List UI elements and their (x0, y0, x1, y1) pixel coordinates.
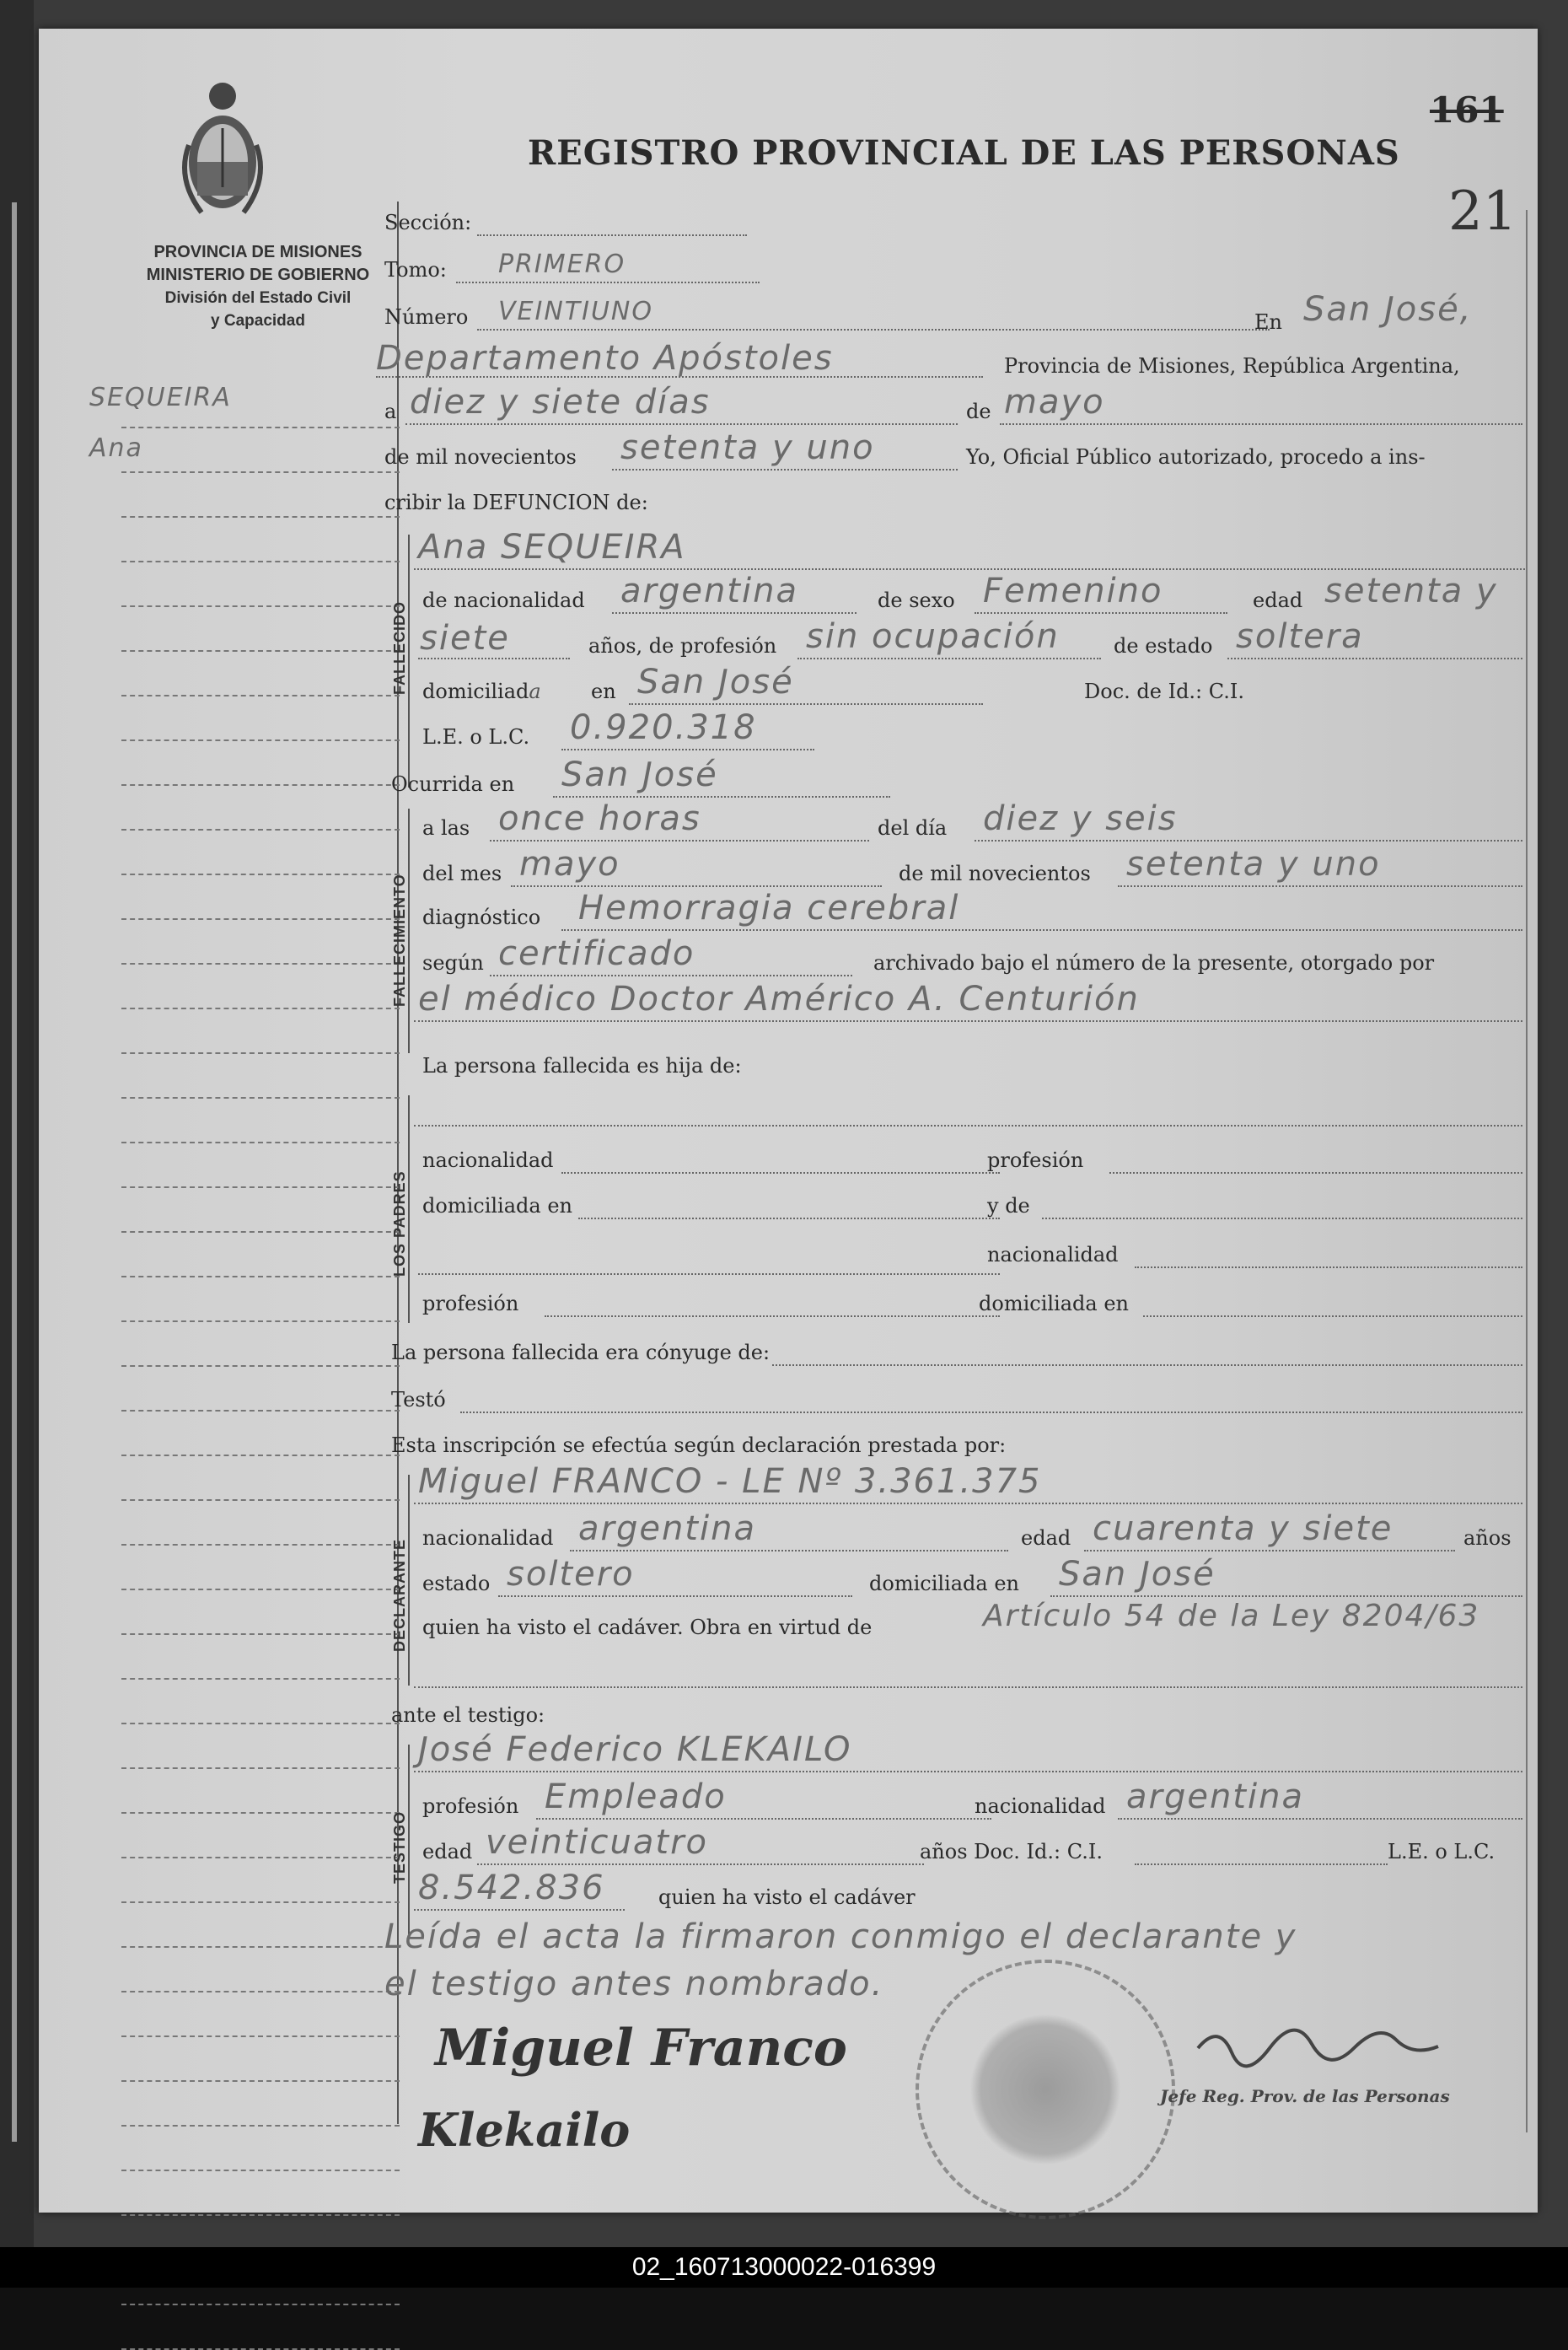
declarante-virtud: Artículo 54 de la Ley 8204/63 (983, 1599, 1480, 1633)
margin-ruled-line (121, 829, 400, 831)
edad-line (418, 658, 570, 659)
previous-page-edge (0, 0, 34, 2247)
declarante-nombre-line (414, 1503, 1522, 1504)
struck-page-number: 161 (1430, 89, 1504, 131)
padre-domicilio-label: domiciliada en (422, 1194, 572, 1218)
en-value: San José, (1303, 290, 1473, 329)
margin-ruled-line (121, 1008, 400, 1009)
departamento-line (376, 376, 983, 378)
edad-label: edad (1253, 589, 1303, 612)
declarante-estado-label: estado (422, 1572, 491, 1595)
margin-ruled-line (121, 784, 400, 786)
padre-profesion-label: profesión (987, 1148, 1084, 1172)
margin-ruled-line (121, 874, 400, 875)
declarante-nacionalidad: argentina (578, 1509, 756, 1548)
fecha-anio-line (612, 469, 958, 471)
madre-domicilio-label: domiciliada en (979, 1292, 1129, 1315)
margin-ruled-line (121, 2035, 400, 2037)
fallecido-estado: soltera (1236, 617, 1364, 656)
margin-ruled-line (121, 1589, 400, 1590)
testigo-profesion-label: profesión (422, 1794, 519, 1818)
inscribir-text: cribir la DEFUNCION de: (384, 491, 648, 514)
doc-label: Doc. de Id.: C.I. (1084, 680, 1245, 703)
madre-blank-line (418, 1273, 1000, 1275)
testo-line (460, 1412, 1522, 1413)
declarante-nacionalidad-line (570, 1550, 1008, 1551)
margin-ruled-line (121, 1410, 400, 1412)
domicilio-line (629, 703, 983, 705)
margin-ruled-line (121, 1901, 400, 1903)
margin-given-name: Ana (89, 433, 143, 463)
padre-nacionalidad-label: nacionalidad (422, 1148, 554, 1172)
margin-ruled-line (121, 1812, 400, 1814)
diagnostico-line (561, 929, 1522, 931)
numero-line (477, 329, 1270, 331)
fecha-mes-line (1000, 423, 1522, 425)
fallecimiento-hora: once horas (498, 799, 701, 838)
fallecido-domicilio: San José (637, 663, 794, 702)
division-name: División del Estado Civil (164, 289, 352, 307)
inscripcion-text: Esta inscripción se efectúa según declaración prestada por: (391, 1433, 1007, 1457)
mes-label: del mes (422, 862, 502, 885)
madre-nombre-line (1042, 1218, 1522, 1219)
mil2-label: de mil novecientos (899, 862, 1091, 885)
fallecimiento-diagnostico: Hemorragia cerebral (578, 889, 960, 928)
testigo-signature: Klekailo (418, 2103, 631, 2157)
fallecido-sexo: Femenino (983, 572, 1163, 610)
ministry-name: MINISTERIO DE GOBIERNO (146, 266, 370, 284)
margin-ruled-line (121, 2214, 400, 2216)
sexo-label: de sexo (878, 589, 955, 612)
margin-ruled-line (121, 1052, 400, 1054)
testigo-le-line (414, 1909, 625, 1911)
dia-label: del día (878, 816, 948, 840)
padre-nombre-line (414, 1125, 1522, 1127)
fecha-mes: mayo (1004, 383, 1105, 422)
fallecido-profesion: sin ocupación (806, 617, 1060, 656)
padre-profesion-line (1109, 1172, 1522, 1174)
yde-label: y de (987, 1194, 1030, 1218)
le-line (561, 749, 814, 750)
mil-label: de mil novecientos (384, 445, 577, 469)
declarante-signature: Miguel Franco (435, 2019, 847, 2078)
madre-domicilio-line (1143, 1315, 1522, 1317)
margin-ruled-line (121, 1857, 400, 1858)
madre-profesion-line (545, 1315, 1000, 1317)
closing-line-1: Leída el acta la firmaron conmigo el declarante y (384, 1917, 1297, 1956)
fecha-dias-line (405, 423, 958, 425)
margin-ruled-line (121, 963, 400, 965)
madre-nacionalidad-label: nacionalidad (987, 1243, 1119, 1266)
margin-ruled-line (121, 1991, 400, 1992)
declarante-edad-line (1084, 1550, 1455, 1551)
death-certificate-page (39, 29, 1538, 2213)
testigo-profesion: Empleado (545, 1777, 727, 1816)
oficial-signature-caption: Jefe Reg. Prov. de las Personas (1160, 2086, 1450, 2106)
margin-ruled-line (121, 1455, 400, 1456)
numero-value: VEINTIUNO (498, 297, 653, 326)
image-id-caption: 02_160713000022-016399 (0, 2247, 1568, 2288)
provincia-text: Provincia de Misiones, República Argentina, (1004, 354, 1460, 378)
seccion-label: Sección: (384, 211, 472, 234)
declarante-nombre: Miguel FRANCO - LE Nº 3.361.375 (418, 1462, 1042, 1501)
margin-ruled-line (121, 1365, 400, 1367)
testigo-doc-line (1135, 1863, 1388, 1865)
departamento-value: Departamento Apóstoles (376, 339, 834, 378)
declarante-estado-line (498, 1595, 852, 1597)
fallecido-edad-1: setenta y (1324, 572, 1498, 610)
a-label: a (384, 400, 397, 423)
margin-ruled-line (121, 2170, 400, 2171)
fallecido-le: 0.920.318 (570, 708, 757, 747)
testigo-edad: veinticuatro (486, 1823, 708, 1862)
de-label: de (966, 400, 991, 423)
fallecimiento-segun: certificado (498, 934, 695, 973)
testo-label: Testó (391, 1388, 446, 1412)
margin-ruled-line (121, 1946, 400, 1948)
fecha-anio: setenta y uno (620, 428, 875, 467)
testigo-nacionalidad-line (1118, 1818, 1522, 1820)
tomo-value: PRIMERO (498, 250, 626, 279)
margin-ruled-line (121, 918, 400, 920)
testigo-profesion-line (536, 1818, 991, 1820)
mes-line (511, 885, 882, 887)
oficial-signature-scribble (1194, 2014, 1447, 2073)
margin-ruled-line (121, 650, 400, 652)
madre-nacionalidad-line (1135, 1266, 1522, 1268)
hora-line (490, 840, 869, 842)
fallecido-side-label: FALLECIDO (391, 601, 408, 695)
medico-line (414, 1020, 1522, 1022)
document-title: REGISTRO PROVINCIAL DE LAS PERSONAS (528, 133, 1400, 173)
anios-label: años, de profesión (588, 634, 777, 658)
margin-ruled-line (121, 1231, 400, 1233)
declarante-domicilio-line (1050, 1595, 1522, 1597)
alas-label: a las (422, 816, 470, 840)
margin-surname: SEQUEIRA (89, 383, 232, 412)
conyuge-line (772, 1364, 1522, 1366)
margin-ruled-line (121, 1544, 400, 1546)
fallecido-edad-2: siete (420, 619, 510, 658)
margin-ruled-line (121, 739, 400, 741)
padres-side-label: LOS PADRES (391, 1170, 408, 1277)
fallecimiento-medico: el médico Doctor Américo A. Centurión (418, 980, 1140, 1019)
testigo-nacionalidad: argentina (1126, 1777, 1304, 1816)
margin-ruled-line (121, 1499, 400, 1501)
fallecido-nacionalidad: argentina (620, 572, 798, 610)
testigo-doc-label: años Doc. Id.: C.I. (920, 1840, 1103, 1863)
margin-ruled-line (121, 1767, 400, 1769)
margin-ruled-line (121, 427, 400, 428)
fallecido-nombre-line (414, 568, 1525, 570)
segun-label: según (422, 951, 484, 975)
margin-ruled-line (121, 1097, 400, 1099)
margin-ruled-line (121, 1723, 400, 1724)
testigo-le: 8.542.836 (418, 1869, 605, 1907)
fallecimiento-dia: diez y seis (983, 799, 1178, 838)
testigo-nombre-line (414, 1771, 1522, 1772)
closing-line-2: el testigo antes nombrado. (384, 1965, 884, 2003)
testigo-nacionalidad-label: nacionalidad (975, 1794, 1106, 1818)
fallecimiento-side-label: FALLECIMIENTO (391, 874, 408, 1007)
diagnostico-label: diagnóstico (422, 906, 541, 929)
margin-ruled-line (121, 1142, 400, 1143)
archivado-text: archivado bajo el número de la presente, otorgado por (873, 951, 1435, 975)
margin-ruled-line (121, 516, 400, 518)
margin-ruled-line (121, 2304, 400, 2305)
segun-line (490, 975, 852, 976)
padre-domicilio-line (578, 1218, 1000, 1219)
margin-ruled-line (121, 1320, 400, 1322)
ocurrida-value: San José (561, 756, 718, 794)
page-number: 21 (1448, 180, 1517, 243)
declarante-anios-label: años (1463, 1526, 1512, 1550)
declarante-edad-label: edad (1021, 1526, 1071, 1550)
profesion-line (797, 658, 1101, 659)
testigo-edad-label: edad (422, 1840, 473, 1863)
fecha-dias: diez y siete días (410, 383, 711, 422)
declarante-nacionalidad-label: nacionalidad (422, 1526, 554, 1550)
testigo-ante-text: ante el testigo: (391, 1703, 545, 1727)
margin-ruled-line (121, 1633, 400, 1635)
ocurrida-label: Ocurrida en (391, 772, 515, 796)
official-seal-stamp (916, 1960, 1175, 2219)
declarante-edad: cuarenta y siete (1093, 1509, 1393, 1548)
tomo-line (456, 282, 760, 283)
nacionalidad-label: de nacionalidad (422, 589, 585, 612)
declarante-estado: soltero (507, 1555, 635, 1594)
ocurrida-line (553, 796, 890, 798)
seccion-line (477, 234, 747, 236)
right-border (1526, 210, 1528, 2132)
fallecido-nombre: Ana SEQUEIRA (418, 528, 686, 567)
en-label: En (1254, 310, 1282, 334)
oficial-text: Yo, Oficial Público autorizado, procedo a ins- (966, 445, 1426, 469)
dia-line (975, 840, 1522, 842)
margin-ruled-line (121, 2125, 400, 2127)
margin-ruled-line (121, 605, 400, 607)
margin-ruled-line (121, 1678, 400, 1680)
anio-line (1118, 885, 1522, 887)
hija-text: La persona fallecida es hija de: (422, 1054, 742, 1078)
domicilio-label: domiciliada (422, 680, 541, 703)
le-label: L.E. o L.C. (422, 725, 530, 749)
tomo-label: Tomo: (384, 258, 447, 282)
margin-ruled-line (121, 561, 400, 562)
testigo-edad-line (477, 1863, 924, 1865)
sexo-line (975, 612, 1227, 614)
domicilio-en-label: en (591, 680, 616, 703)
declarante-domicilio: San José (1059, 1555, 1216, 1594)
margin-ruled-line (121, 1186, 400, 1188)
margin-ruled-line (121, 471, 400, 473)
argentine-coat-of-arms-icon (172, 78, 273, 225)
margin-ruled-line (121, 2080, 400, 2082)
margin-ruled-line (121, 1276, 400, 1277)
declarante-blank-line (414, 1686, 1522, 1688)
testigo-side-label: TESTIGO (391, 1810, 408, 1884)
fallecimiento-anio: setenta y uno (1126, 845, 1381, 884)
estado-line (1227, 658, 1522, 659)
conyuge-text: La persona fallecida era cónyuge de: (391, 1341, 771, 1364)
fallecimiento-mes: mayo (519, 845, 620, 884)
estado-label: de estado (1114, 634, 1213, 658)
margin-ruled-line (121, 695, 400, 696)
nacionalidad-line (612, 612, 856, 614)
province-name: PROVINCIA DE MISIONES (153, 243, 362, 261)
madre-profesion-label: profesión (422, 1292, 519, 1315)
testigo-le-label: L.E. o L.C. (1388, 1840, 1496, 1863)
declarante-side-label: DECLARANTE (391, 1539, 408, 1652)
testigo-nombre: José Federico KLEKAILO (418, 1730, 852, 1769)
division-subtitle: y Capacidad (211, 312, 305, 330)
issuing-authority (115, 241, 401, 332)
padre-nacionalidad-line (561, 1172, 1000, 1174)
declarante-visto-text: quien ha visto el cadáver. Obra en virtud de (422, 1616, 873, 1639)
declarante-domicilio-label: domiciliada en (869, 1572, 1019, 1595)
testigo-visto-text: quien ha visto el cadáver (658, 1885, 916, 1909)
numero-label: Número (384, 305, 469, 329)
